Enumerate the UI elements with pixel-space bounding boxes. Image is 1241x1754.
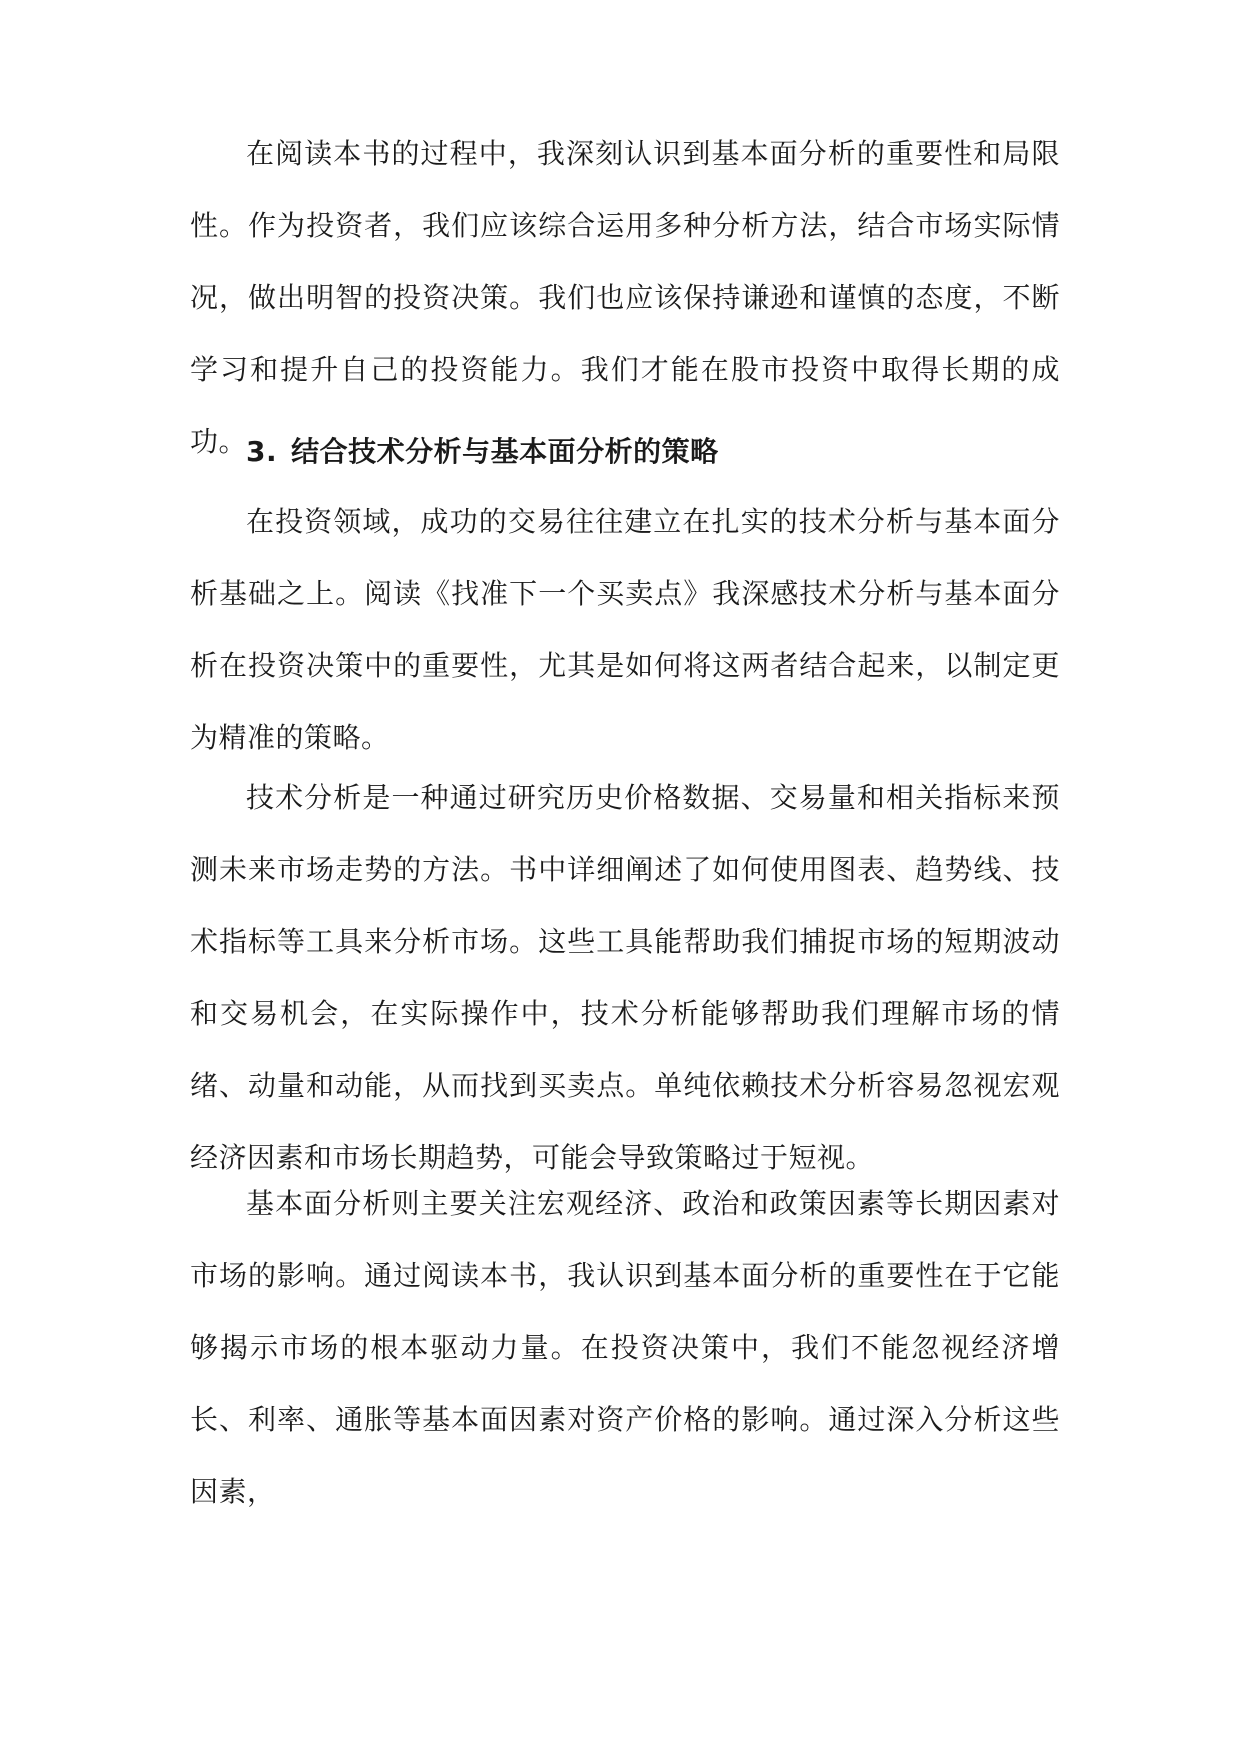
section-heading <box>246 416 1060 488</box>
paragraph-investment-reflection: 在阅读本书的过程中，我深刻认识到基本面分析的重要性和局限性。作为投资者，我们应该综合运用多种分析方法，结合市场实际情况，做出明智的投资决策。我们也应该保持谦逊和谨慎的态度，不断学习和提升自己的投资能力。我们才能在股市投资中取得长期的成功。 <box>190 137 1060 458</box>
paragraph-fundamental-analysis: 基本面分析则主要关注宏观经济、政治和政策因素等长期因素对市场的影响。通过阅读本书，我认识到基本面分析的重要性在于它能够揭示市场的根本驱动力量。在投资决策中，我们不能忽视经济增长、利率、通胀等基本面因素对资产价格的影响。通过深入分析这些因素， <box>190 1187 1060 1508</box>
paragraph-combining-analysis: 在投资领域，成功的交易往往建立在扎实的技术分析与基本面分析基础之上。阅读《找准下一个买卖点》我深感技术分析与基本面分析在投资决策中的重要性，尤其是如何将这两者结合起来，以制定更为精准的策略。 <box>190 505 1060 754</box>
section-heading-number: 3. <box>246 435 278 468</box>
section-heading-title: 结合技术分析与基本面分析的策略 <box>291 435 719 468</box>
paragraph-technical-analysis: 技术分析是一种通过研究历史价格数据、交易量和相关指标来预测未来市场走势的方法。书中详细阐述了如何使用图表、趋势线、技术指标等工具来分析市场。这些工具能帮助我们捕捉市场的短期波动和交易机会，在实际操作中，技术分析能够帮助我们理解市场的情绪、动量和动能，从而找到买卖点。单纯依赖技术分析容易忽视宏观经济因素和市场长期趋势，可能会导致策略过于短视。 <box>190 781 1060 1174</box>
